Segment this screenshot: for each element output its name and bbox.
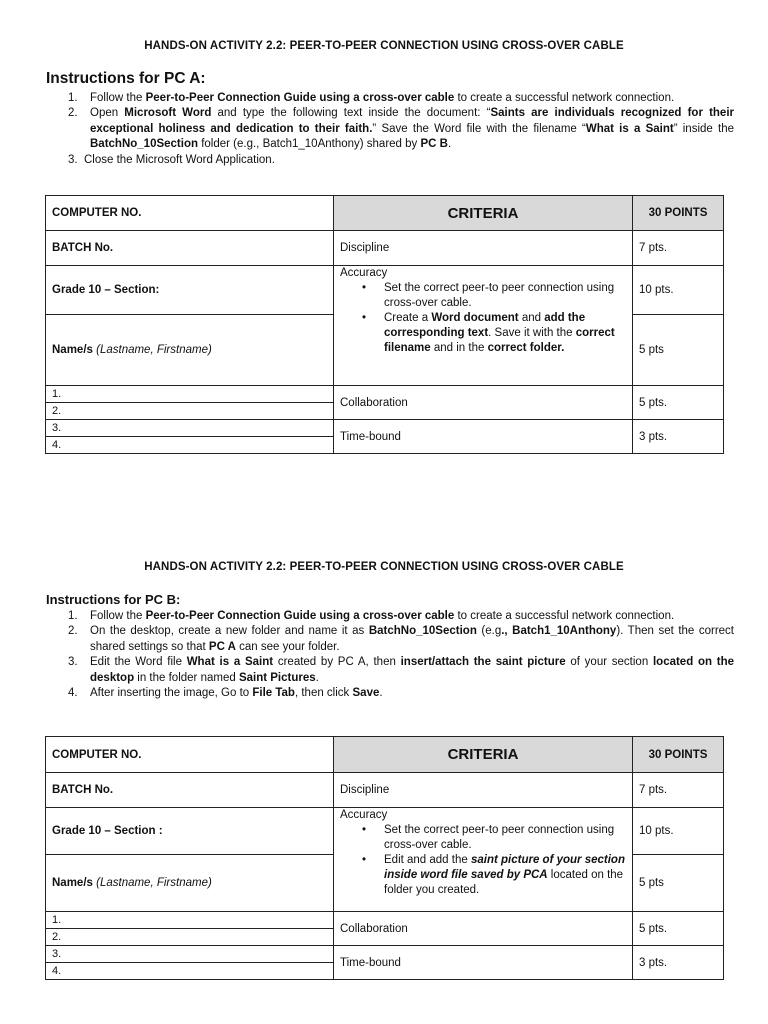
list-item: • Edit and add the saint picture of your section inside word file saved by PCA located on the folder you created.	[384, 853, 626, 898]
list-item: 1. Follow the Peer-to-Peer Connection Guide using a cross-over cable to create a successful network connection.	[68, 610, 675, 622]
criteria-accuracy: Accuracy • Set the correct peer-to peer connection using cross-over cable. • Create a Word document and add the corresponding text. Save it with the correct filename and in the correct folder.	[334, 266, 633, 386]
points-accuracy-2: 5 pts	[633, 315, 724, 386]
list-item: 2. Open Microsoft Word and type the following text inside the document: “Saints are individuals recognized for their exceptional holiness and dedication to their faith.” Save the Word file with the filename “What is a Saint” inside the BatchNo_10Section folder (e.g., Batch1_10Anthony) shared by PC B.	[68, 107, 734, 151]
criteria-collaboration: Collaboration	[334, 912, 633, 946]
member-1-field[interactable]: 1.	[46, 912, 334, 929]
member-4-field[interactable]: 4.	[46, 437, 334, 454]
computer-no-label: COMPUTER NO.	[46, 737, 334, 773]
criteria-collaboration: Collaboration	[334, 386, 633, 420]
list-item: 2. On the desktop, create a new folder and name it as BatchNo_10Section (e.g., Batch1_10Anthony). Then set the correct shared settings so that PC A can see your folder.	[68, 625, 734, 653]
member-3-field[interactable]: 3.	[46, 420, 334, 437]
grade-section-label: Grade 10 – Section :	[46, 808, 334, 855]
list-item: 1. Follow the Peer-to-Peer Connection Guide using a cross-over cable to create a successful network connection.	[68, 92, 675, 104]
list-item: 3. Close the Microsoft Word Application.	[68, 153, 275, 166]
points-header: 30 POINTS	[633, 196, 724, 231]
list-item: • Create a Word document and add the corresponding text. Save it with the correct filename and in the correct folder.	[384, 311, 626, 356]
points-collaboration: 5 pts.	[633, 912, 724, 946]
member-2-field[interactable]: 2.	[46, 403, 334, 420]
points-discipline: 7 pts.	[633, 231, 724, 266]
criteria-discipline: Discipline	[334, 231, 633, 266]
computer-no-label: COMPUTER NO.	[46, 196, 334, 231]
criteria-timebound: Time-bound	[334, 420, 633, 454]
criteria-accuracy: Accuracy • Set the correct peer-to peer connection using cross-over cable. • Edit and add the saint picture of your section inside word file saved by PCA located on the folder you created.	[334, 808, 633, 912]
points-collaboration: 5 pts.	[633, 386, 724, 420]
list-item: 4. After inserting the image, Go to File Tab, then click Save.	[68, 687, 383, 700]
names-label: Name/s (Lastname, Firstname)	[46, 315, 334, 386]
batch-no-label: BATCH No.	[46, 231, 334, 266]
points-accuracy-1: 10 pts.	[633, 266, 724, 315]
list-item: • Set the correct peer-to peer connection using cross-over cable.	[384, 823, 626, 853]
instructions-heading-a: Instructions for PC A:	[46, 70, 206, 87]
points-discipline: 7 pts.	[633, 773, 724, 808]
instructions-list-b	[46, 609, 734, 701]
rubric-table-a	[45, 195, 724, 454]
grade-section-label: Grade 10 – Section:	[46, 266, 334, 315]
criteria-header: CRITERIA	[334, 737, 633, 773]
criteria-discipline: Discipline	[334, 773, 633, 808]
member-3-field[interactable]: 3.	[46, 946, 334, 963]
activity-title-b: HANDS-ON ACTIVITY 2.2: PEER-TO-PEER CONNECTION USING CROSS-OVER CABLE	[144, 561, 624, 573]
instructions-list-a	[46, 91, 734, 168]
list-item: 3. Edit the Word file What is a Saint created by PC A, then insert/attach the saint picture of your section located on the desktop in the folder named Saint Pictures.	[68, 656, 734, 684]
member-1-field[interactable]: 1.	[46, 386, 334, 403]
member-4-field[interactable]: 4.	[46, 963, 334, 980]
points-timebound: 3 pts.	[633, 946, 724, 980]
points-header: 30 POINTS	[633, 737, 724, 773]
names-label: Name/s (Lastname, Firstname)	[46, 855, 334, 912]
list-item: • Set the correct peer-to peer connection using cross-over cable.	[384, 281, 626, 311]
activity-title-a: HANDS-ON ACTIVITY 2.2: PEER-TO-PEER CONNECTION USING CROSS-OVER CABLE	[144, 40, 624, 52]
points-accuracy-2: 5 pts	[633, 855, 724, 912]
instructions-heading-b: Instructions for PC B:	[46, 592, 181, 607]
criteria-timebound: Time-bound	[334, 946, 633, 980]
points-accuracy-1: 10 pts.	[633, 808, 724, 855]
criteria-header: CRITERIA	[334, 196, 633, 231]
batch-no-label: BATCH No.	[46, 773, 334, 808]
points-timebound: 3 pts.	[633, 420, 724, 454]
rubric-table-b	[45, 736, 724, 980]
member-2-field[interactable]: 2.	[46, 929, 334, 946]
